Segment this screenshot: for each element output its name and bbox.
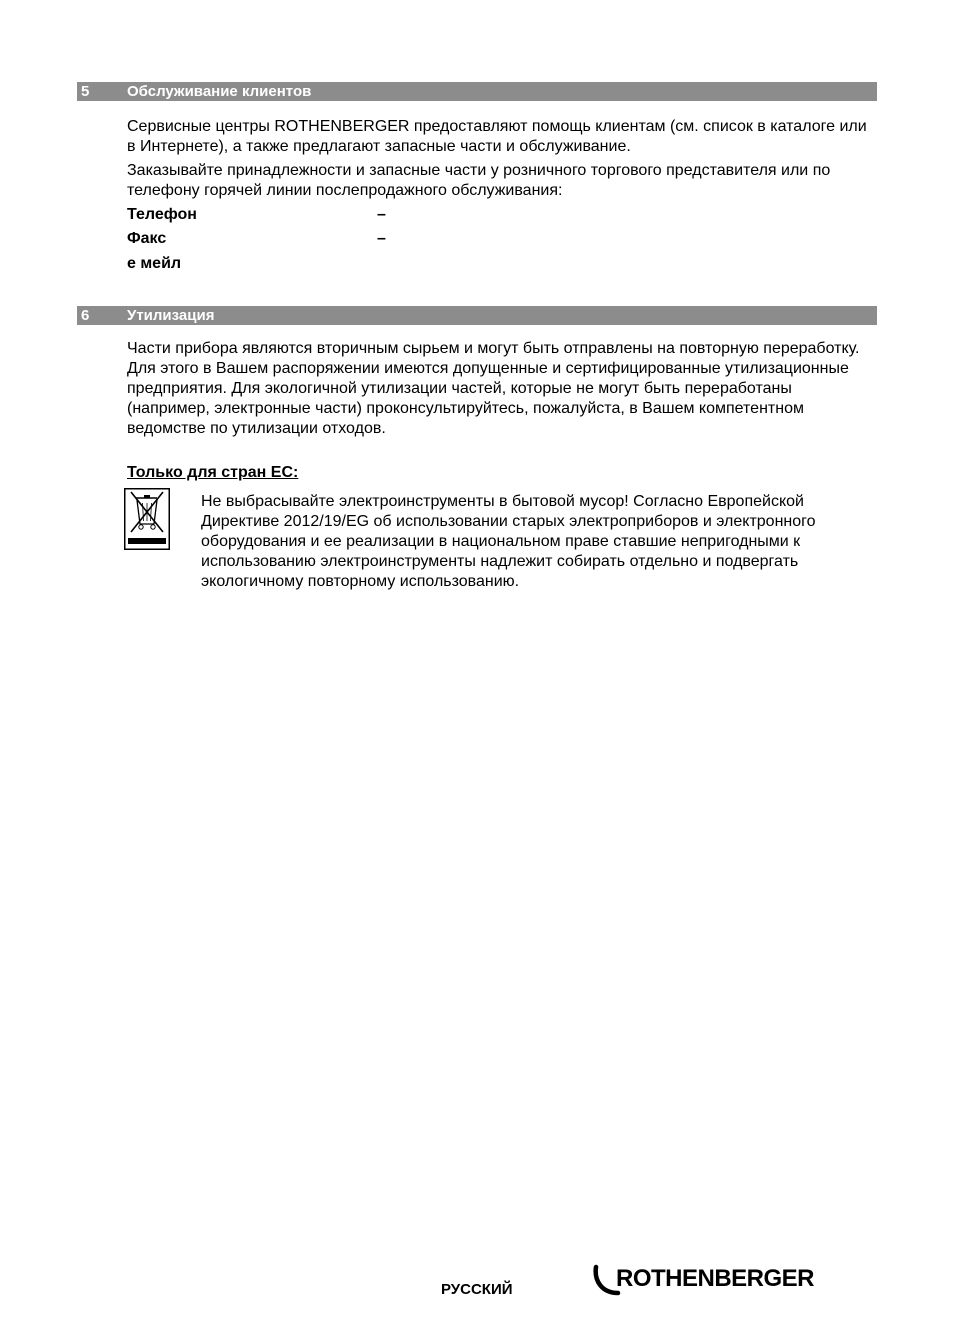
weee-paragraph: Не выбрасывайте электроинструменты в бытовой мусор! Согласно Европейской Директиве 2012/19/EG об использовании старых электроприборов и электронного оборудования и ее реализации в национальном праве ставшие непригодными к использованию электроинструменты надлежит собирать отдельно и подвергать экологичному повторному использованию. [201, 493, 816, 590]
fax-value: – [377, 230, 386, 247]
fax-label: Факс [127, 230, 167, 247]
section-6-header [77, 306, 877, 325]
disposal-paragraph: Части прибора являются вторичным сырьем и могут быть отправлены на повторную переработку. Для этого в Вашем распоряжении имеются допущенные и сертифицированные утилизационные предприятия. Для экологичной утилизации частей, которые не могут быть переработаны (например, электронные части) проконсультируйтесь, пожалуйста, в Вашем компетентном ведомстве по утилизации отходов. [127, 340, 860, 437]
section-title: Утилизация [127, 307, 215, 324]
rothenberger-logo [592, 1263, 832, 1299]
logo-wordmark: ROTHENBERGER [616, 1265, 815, 1292]
section-number: 5 [81, 83, 90, 100]
section-number: 6 [81, 307, 90, 324]
eu-only-heading: Только для стран ЕС: [127, 464, 299, 481]
order-paragraph: Заказывайте принадлежности и запасные части у розничного торгового представителя или по телефону горячей линии послепродажного обслуживания: [127, 162, 831, 199]
email-label: е мейл [127, 255, 182, 272]
phone-label: Телефон [127, 206, 197, 223]
service-paragraph: Сервисные центры ROTHENBERGER предоставляют помощь клиентам (см. список в каталоге или в Интернете), а также предлагают запасные части и обслуживание. [127, 118, 867, 155]
footer-language: РУССКИЙ [441, 1281, 513, 1298]
section-5-header [77, 82, 877, 101]
section-title: Обслуживание клиентов [127, 83, 312, 100]
crossed-out-wheelie-bin-icon [124, 488, 170, 550]
phone-value: – [377, 206, 386, 223]
